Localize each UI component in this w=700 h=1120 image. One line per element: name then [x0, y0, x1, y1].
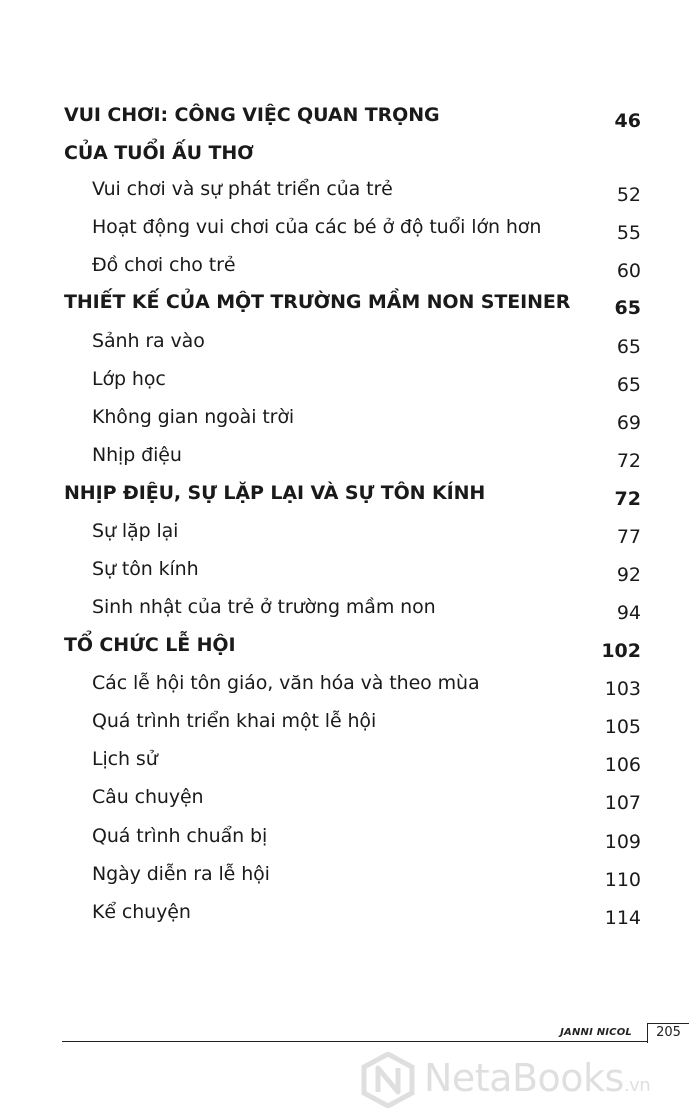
toc-entry-page: 114	[604, 907, 641, 929]
toc-entry	[0, 368, 700, 398]
toc-entry-title: Các lễ hội tôn giáo, văn hóa và theo mùa	[92, 672, 480, 694]
toc-entry-page: 103	[604, 678, 641, 700]
toc-entry-title: Sự tôn kính	[92, 558, 199, 580]
toc-entry-page: 107	[604, 792, 641, 814]
watermark	[360, 1050, 690, 1106]
toc-entry-title: Hoạt động vui chơi của các bé ở độ tuổi lớn hơn	[92, 216, 542, 238]
toc-entry	[0, 291, 700, 321]
toc-entry-page: 69	[616, 412, 641, 434]
toc-entry-title: Không gian ngoài trời	[92, 406, 295, 428]
toc-entry-title: Sinh nhật của trẻ ở trường mầm non	[92, 596, 436, 618]
toc-entry	[0, 596, 700, 626]
toc-entry-page: 46	[614, 110, 641, 132]
toc-entry-title: VUI CHƠI: CÔNG VIỆC QUAN TRỌNG	[64, 104, 440, 126]
toc-entry	[0, 178, 700, 208]
toc-entry	[0, 482, 700, 512]
toc-entry	[0, 216, 700, 246]
toc-entry	[0, 558, 700, 588]
toc-entry-title: Nhịp điệu	[92, 444, 182, 466]
toc-entry-page: 105	[604, 716, 641, 738]
toc-entry-page: 77	[616, 526, 641, 548]
toc-entry-title: NHỊP ĐIỆU, SỰ LẶP LẠI VÀ SỰ TÔN KÍNH	[64, 482, 486, 504]
toc-entry	[0, 142, 700, 172]
toc-entry-page: 65	[616, 374, 641, 396]
toc-entry-title: Sự lặp lại	[92, 520, 179, 542]
toc-entry	[0, 444, 700, 474]
toc-entry-page: 72	[614, 488, 641, 510]
toc-entry	[0, 863, 700, 893]
toc-entry-page: 65	[616, 336, 641, 358]
toc-entry-page: 110	[604, 869, 641, 891]
toc-entry-page: 52	[616, 184, 641, 206]
toc-entry-page: 102	[601, 640, 641, 662]
toc-entry-page: 72	[616, 450, 641, 472]
toc-entry	[0, 254, 700, 284]
toc-entry	[0, 786, 700, 816]
toc-entry-title: Đồ chơi cho trẻ	[92, 254, 236, 276]
toc-entry-title: Câu chuyện	[92, 786, 204, 808]
toc-entry-title: CỦA TUỔI ẤU THƠ	[64, 142, 254, 164]
toc-entry-page: 106	[604, 754, 641, 776]
toc-entry-page: 109	[604, 831, 641, 853]
toc-entry-title: TỔ CHỨC LỄ HỘI	[64, 634, 236, 656]
toc-entry-title: Vui chơi và sự phát triển của trẻ	[92, 178, 393, 200]
toc-entry-title: Quá trình triển khai một lễ hội	[92, 710, 377, 732]
toc-entry	[0, 672, 700, 702]
toc-entry	[0, 330, 700, 360]
toc-entry	[0, 634, 700, 664]
toc-entry-title: Kể chuyện	[92, 901, 191, 923]
toc-entry-title: Ngày diễn ra lễ hội	[92, 863, 270, 885]
toc-entry-page: 92	[616, 564, 641, 586]
footer-divider	[62, 1041, 647, 1042]
toc-entry-title: Quá trình chuẩn bị	[92, 825, 268, 847]
toc-entry-title: Lịch sử	[92, 748, 158, 770]
toc-entry	[0, 825, 700, 855]
watermark-suffix: .vn	[623, 1075, 651, 1096]
toc-entry-page: 65	[614, 297, 641, 319]
toc-entry	[0, 748, 700, 778]
toc-entry-page: 55	[616, 222, 641, 244]
toc-entry-title: THIẾT KẾ CỦA MỘT TRƯỜNG MẦM NON STEINER	[64, 291, 571, 313]
toc-entry	[0, 710, 700, 740]
netabooks-logo-icon	[360, 1052, 416, 1108]
watermark-brand: NetaBooks	[424, 1056, 624, 1100]
toc-entry-title: Sảnh ra vào	[92, 330, 205, 352]
toc-entry-page: 94	[616, 602, 641, 624]
toc-entry	[0, 520, 700, 550]
toc-entry-page: 60	[616, 260, 641, 282]
toc-entry	[0, 104, 700, 134]
toc-entry	[0, 901, 700, 931]
toc-entry-title: Lớp học	[92, 368, 166, 390]
watermark-text	[424, 1056, 650, 1100]
page-number: 205	[647, 1023, 689, 1043]
footer-author: JANNI NICOL	[560, 1027, 632, 1038]
toc-entry	[0, 406, 700, 436]
